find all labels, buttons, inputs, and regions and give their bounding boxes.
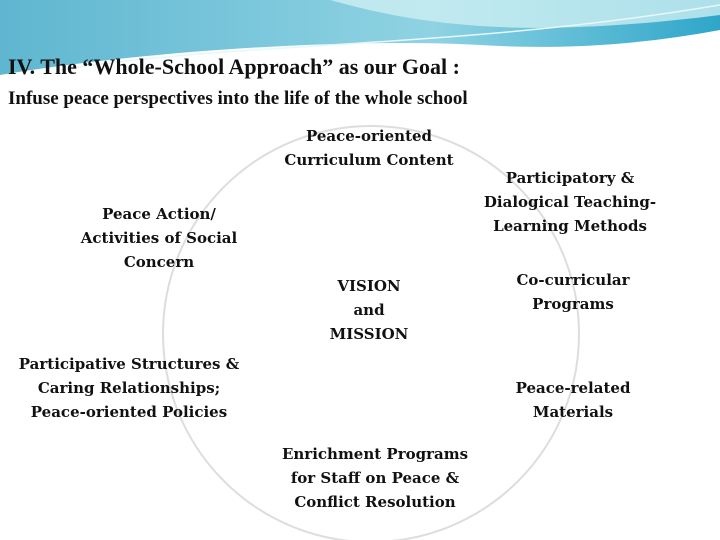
line: Materials [532, 403, 614, 421]
node-enrichment [282, 442, 468, 514]
line: Activities of Social [80, 229, 238, 247]
line: Caring Relationships; [37, 379, 221, 397]
slide-title: IV. The “Whole-School Approach” as our Goal : [8, 54, 460, 79]
center-vision-mission [330, 274, 409, 346]
node-teaching [484, 166, 656, 238]
line: Conflict Resolution [294, 493, 456, 511]
line: Peace-oriented Policies [30, 403, 228, 421]
line: Peace Action/ [102, 205, 216, 223]
line: Participatory & [505, 169, 635, 187]
line: Peace-related [515, 379, 631, 397]
line: for Staff on Peace & [290, 469, 460, 487]
slide-subtitle: Infuse peace perspectives into the life of the whole school [8, 88, 468, 109]
node-structures [19, 352, 239, 424]
line: Learning Methods [493, 217, 647, 235]
line: Concern [123, 253, 195, 271]
line: Curriculum Content [284, 151, 454, 169]
line: and [353, 301, 385, 319]
line: Peace-oriented [305, 127, 433, 145]
node-action [81, 202, 237, 274]
line: Dialogical Teaching- [483, 193, 657, 211]
line: Enrichment Programs [281, 445, 469, 463]
node-materials [516, 376, 631, 424]
line: VISION [337, 277, 401, 295]
node-cocurricular [516, 268, 629, 316]
line: Co-curricular [516, 271, 630, 289]
node-curriculum [284, 124, 453, 172]
line: MISSION [329, 325, 409, 343]
line: Programs [532, 295, 614, 313]
line: Participative Structures & [18, 355, 240, 373]
